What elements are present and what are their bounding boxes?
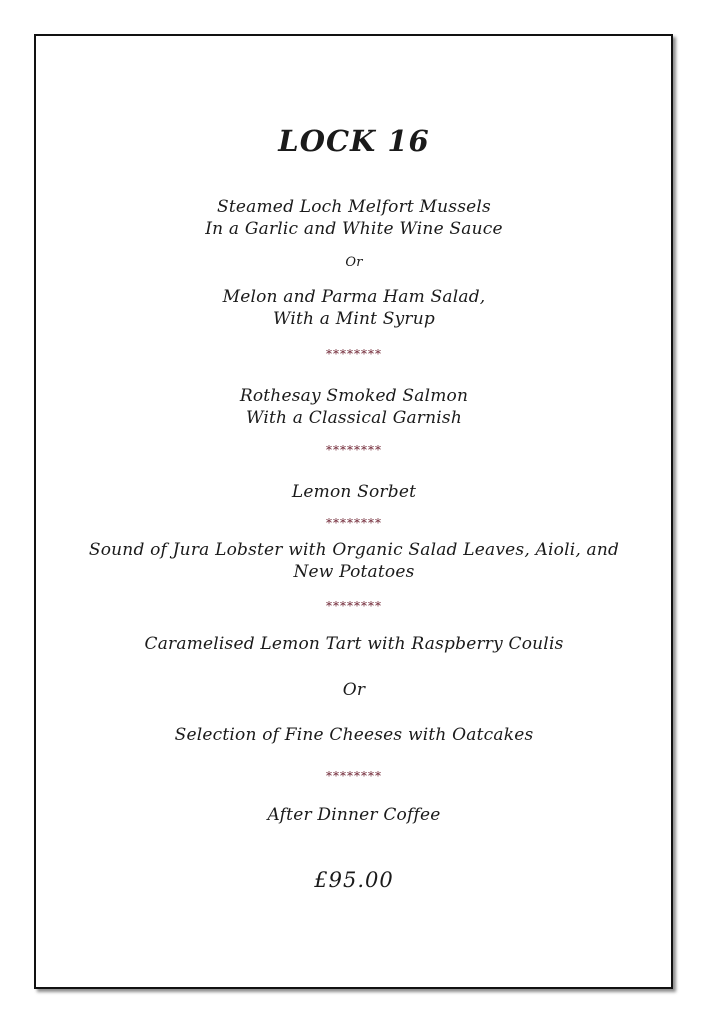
dessert-1: Caramelised Lemon Tart with Raspberry Coulis xyxy=(144,634,564,654)
course-separator: ******** xyxy=(326,599,382,613)
coffee-course: After Dinner Coffee xyxy=(267,805,441,825)
course-separator: ******** xyxy=(326,443,382,457)
main-course-line-1: Sound of Jura Lobster with Organic Salad Leaves, Aioli, and xyxy=(88,540,620,560)
main-course-line-2: New Potatoes xyxy=(293,562,415,582)
sorbet-course: Lemon Sorbet xyxy=(291,482,417,502)
course-separator: ******** xyxy=(326,347,382,361)
fish-course-name: Rothesay Smoked Salmon xyxy=(239,386,469,406)
starter-1-description: In a Garlic and White Wine Sauce xyxy=(205,219,503,239)
starter-1-name: Steamed Loch Melfort Mussels xyxy=(217,197,491,217)
menu-page xyxy=(34,34,673,989)
starter-2-name: Melon and Parma Ham Salad, xyxy=(222,287,486,307)
or-divider: Or xyxy=(345,255,363,270)
starter-2-description: With a Mint Syrup xyxy=(273,309,435,329)
course-separator: ******** xyxy=(326,516,382,530)
dessert-2: Selection of Fine Cheeses with Oatcakes xyxy=(174,725,534,745)
course-separator: ******** xyxy=(326,769,382,783)
fish-course-description: With a Classical Garnish xyxy=(246,408,462,428)
menu-title: LOCK 16 xyxy=(278,124,430,158)
menu-price: £95.00 xyxy=(314,868,394,892)
or-divider: Or xyxy=(342,680,366,700)
